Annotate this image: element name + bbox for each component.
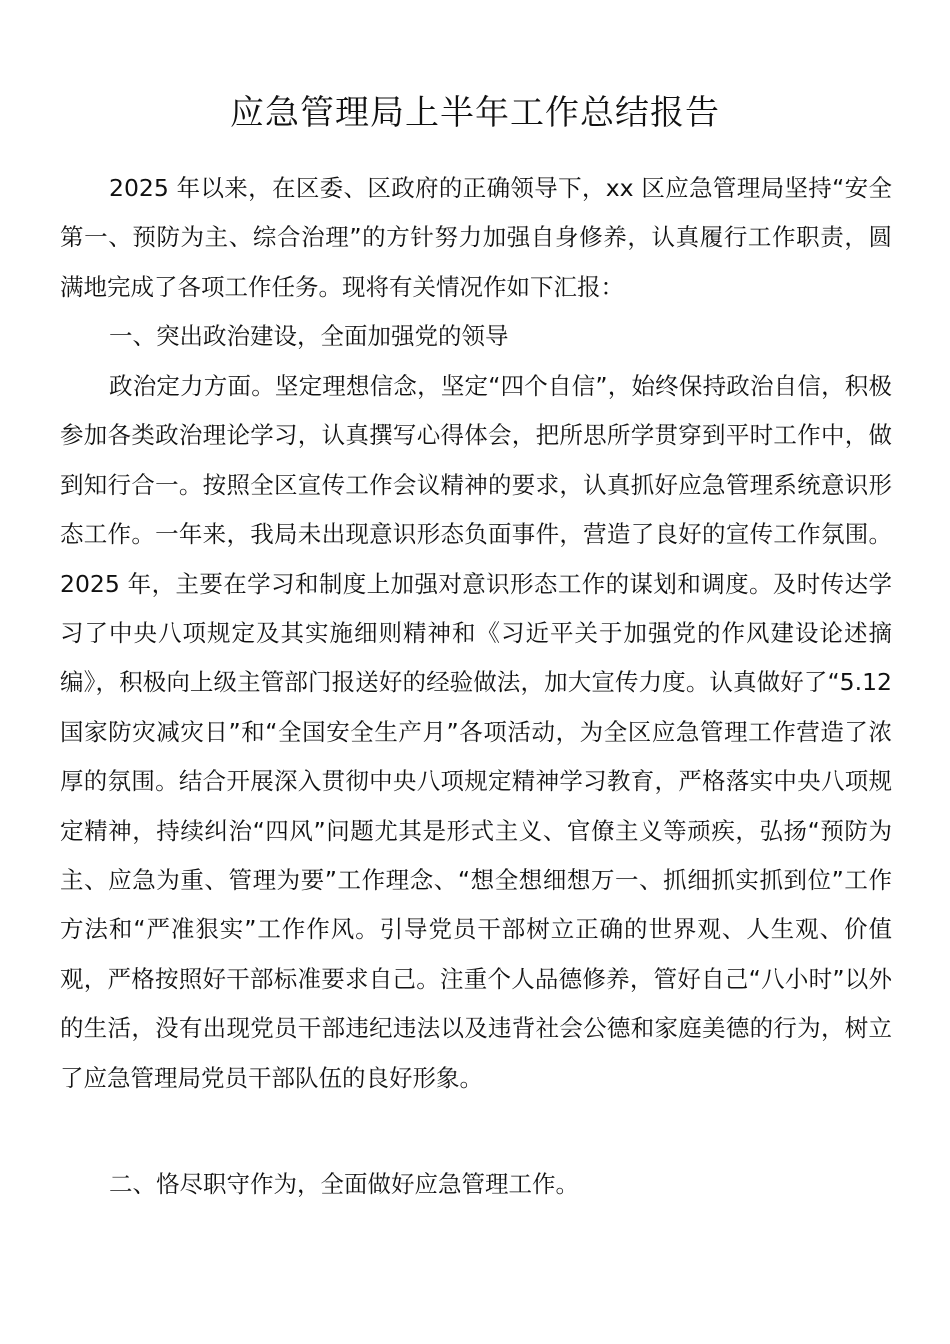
section-1-heading: 一、突出政治建设，全面加强党的领导 xyxy=(109,322,509,350)
document-title: 应急管理局上半年工作总结报告 xyxy=(230,92,720,133)
section-1-body: 政治定力方面。坚定理想信念，坚定“四个自信”，始终保持政治自信，积极参加各类政治理论学习，认真撰写心得体会，把所思所学贯穿到平时工作中，做到知行合一。按照全区宣传工作会议精神的要求，认真抓好应急管理系统意识形态工作。一年来，我局未出现意识形态负面事件，营造了良好的宣传工作氛围。2025 年，主要在学习和制度上加强对意识形态工作的谋划和调度。及时传达学习了中央八项规定及其实施细则精神和《习近平关于加强党的作风建设论述摘编》，积极向上级主管部门报送好的经验做法，加大宣传力度。认真做好了“5.12 国家防灾减灾日”和“全国安全生产月”各项活动，为全区应急管理工作营造了浓厚的氛围。结合开展深入贯彻中央八项规定精神学习教育，严格落实中央八项规定精神，持续纠治“四风”问题尤其是形式主义、官僚主义等顽疾，弘扬“预防为主、应急为重、管理为要”工作理念、“想全想细想万一、抓细抓实抓到位”工作方法和“严准狠实”工作作风。引导党员干部树立正确的世界观、人生观、价值观，严格按照好干部标准要求自己。注重个人品德修养，管好自己“八小时”以外的生活，没有出现党员干部违纪违法以及违背社会公德和家庭美德的行为，树立了应急管理局党员干部队伍的良好形象。 xyxy=(60,372,892,1092)
intro-paragraph: 2025 年以来，在区委、区政府的正确领导下，xx 区应急管理局坚持“安全第一、预防为主、综合治理”的方针努力加强自身修养，认真履行工作职责，圆满地完成了各项工作任务。现将有关情况作如下汇报： xyxy=(60,174,892,301)
section-2-heading: 二、恪尽职守作为，全面做好应急管理工作。 xyxy=(109,1170,579,1198)
